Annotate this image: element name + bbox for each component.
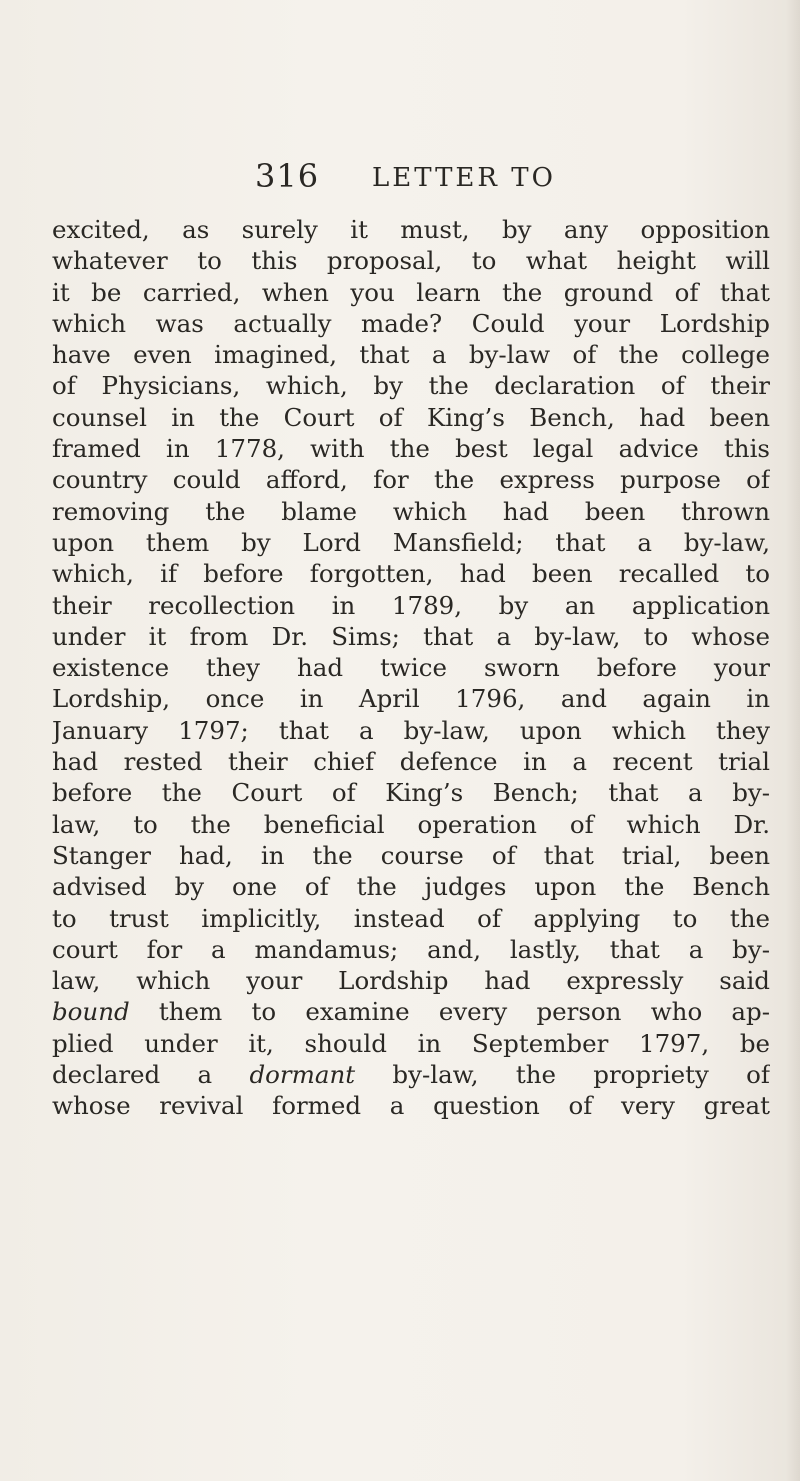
text-line-8: framed in 1778, with the best legal advice this — [52, 434, 770, 464]
text-line-7: counsel in the Court of King’s Bench, had been — [52, 402, 770, 432]
page-header — [255, 157, 655, 201]
text-line-16: Lordship, once in April 1796, and again in — [52, 684, 770, 714]
running-head: LETTER TO — [372, 163, 556, 193]
text-line-10: removing the blame which had been thrown — [52, 496, 770, 526]
page-edge-shadow — [786, 0, 800, 1481]
text-line-21: Stanger had, in the course of that trial, been — [52, 840, 770, 870]
text-line-13: their recollection in 1789, by an application — [52, 590, 770, 620]
text-line-28-rest: by-law, the propriety of — [355, 1060, 770, 1090]
text-line-18: had rested their chief defence in a recent trial — [52, 747, 770, 777]
page-number: 316 — [255, 157, 320, 195]
text-line-25: law, which your Lordship had expressly said — [52, 966, 770, 996]
italic-word-dormant: dormant — [249, 1060, 356, 1090]
text-line-26 — [52, 996, 770, 1027]
text-line-3: it be carried, when you learn the ground of that — [52, 277, 770, 307]
italic-word-bound: bound — [52, 997, 130, 1027]
text-line-26-rest: them to examine every person who ap- — [129, 997, 770, 1027]
text-line-29: whose revival formed a question of very great — [52, 1091, 770, 1121]
text-line-1: excited, as surely it must, by any opposition — [52, 215, 770, 244]
text-line-23: to trust implicitly, instead of applying to the — [52, 903, 770, 933]
text-line-14: under it from Dr. Sims; that a by-law, to whose — [52, 621, 770, 651]
text-line-27: plied under it, should in September 1797, be — [52, 1028, 770, 1058]
text-line-5: have even imagined, that a by-law of the college — [52, 340, 770, 370]
text-line-4: which was actually made? Could your Lordship — [52, 308, 770, 338]
text-line-24: court for a mandamus; and, lastly, that a by- — [52, 934, 770, 964]
text-line-2: whatever to this proposal, to what height will — [52, 246, 770, 276]
text-line-15: existence they had twice sworn before your — [52, 653, 770, 683]
text-line-22: advised by one of the judges upon the Bench — [52, 872, 770, 902]
text-line-28-start: declared a — [52, 1060, 250, 1090]
text-line-28 — [52, 1059, 770, 1090]
text-line-19: before the Court of King’s Bench; that a by- — [52, 778, 770, 808]
text-line-12: which, if before forgotten, had been recalled to — [52, 559, 770, 589]
text-line-11: upon them by Lord Mansfield; that a by-law, — [52, 527, 770, 557]
text-line-17: January 1797; that a by-law, upon which they — [52, 715, 770, 745]
text-line-20: law, to the beneficial operation of which Dr. — [52, 809, 770, 839]
text-line-6: of Physicians, which, by the declaration of their — [52, 371, 770, 401]
text-line-9: country could afford, for the express purpose of — [52, 465, 770, 495]
body-text — [52, 214, 770, 1122]
